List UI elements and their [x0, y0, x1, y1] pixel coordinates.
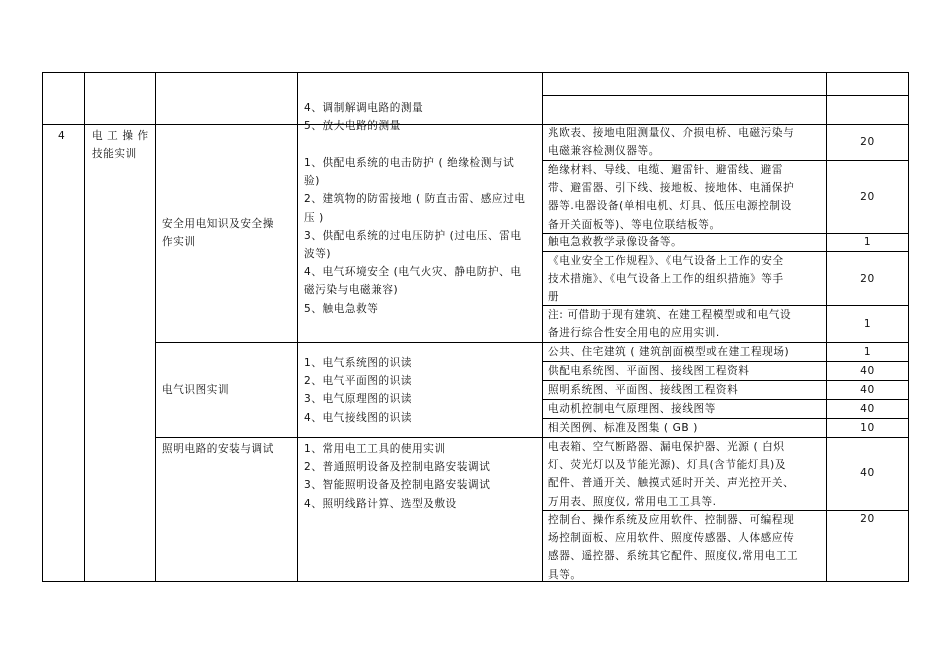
quantity-cell: 40: [860, 467, 875, 479]
grid-line: [155, 72, 156, 582]
training-content: 4、调制解调电路的测量 5、放大电路的测量: [304, 102, 424, 133]
equipment-cell: 电动机控制电气原理图、接线图等: [548, 403, 716, 415]
equipment-cell: 绝缘材料、导线、电缆、避雷针、避雷线、避雷 带、避雷器、引下线、接地板、接地体、电涌保护 器等.电器设备(单相电机、灯具、低压电源控制设 备开关面板等)、等电位联结板等。: [548, 164, 795, 231]
grid-line: [542, 72, 543, 582]
grid-line: [84, 72, 85, 582]
training-content: 1、电气系统图的识读 2、电气平面图的识读 3、电气原理图的识读 4、电气接线图的识读: [304, 357, 413, 424]
equipment-cell: 供配电系统图、平面图、接线图工程资料: [548, 365, 750, 377]
quantity-cell: 20: [860, 191, 875, 203]
row-category: 电 工 操 作 技能实训: [92, 130, 149, 161]
equipment-cell: 公共、住宅建筑 ( 建筑剖面模型或在建工程现场): [548, 346, 790, 358]
training-content: 1、常用电工工具的使用实训 2、普通照明设备及控制电路安装调试 3、智能照明设备及控制电路安装调试 4、照明线路计算、选型及敷设: [304, 443, 491, 510]
grid-line: [42, 72, 43, 582]
quantity-cell: 40: [860, 365, 875, 377]
project-name: 安全用电知识及安全操 作实训: [162, 218, 274, 249]
quantity-cell: 1: [863, 236, 872, 248]
grid-line: [542, 95, 909, 96]
quantity-cell: 20: [860, 273, 875, 285]
equipment-cell: 控制台、操作系统及应用软件、控制器、可编程现 场控制面板、应用软件、照度传感器、人体感应传 感器、遥控器、系统其它配件、照度仪,常用电工工 具等。: [548, 514, 799, 581]
quantity-cell: 1: [863, 346, 872, 358]
project-name: 电气识图实训: [162, 384, 230, 396]
grid-line: [908, 72, 909, 582]
equipment-cell: 《电业安全工作规程》、《电气设备上工作的安全 技术措施》、《电气设备上工作的组织措施》等手 册: [548, 255, 784, 304]
quantity-cell: 40: [860, 403, 875, 415]
project-name: 照明电路的安装与调试: [162, 443, 274, 455]
row-number: 4: [58, 130, 66, 142]
equipment-cell: 触电急救教学录像设备等。: [548, 236, 683, 248]
quantity-cell: 20: [860, 136, 875, 148]
equipment-cell: 照明系统图、平面图、接线图工程资料: [548, 384, 739, 396]
quantity-cell: 40: [860, 384, 875, 396]
training-content: 1、供配电系统的电击防护 ( 绝缘检测与试 验) 2、建筑物的防雷接地 ( 防直击雷、感应过电 压 ) 3、供配电系统的过电压防护 (过电压、雷电 波等) 4、电气环境安全 (电气火灾、静电防护、电 磁污染与电磁兼容) 5、触电急救等: [304, 157, 526, 315]
equipment-cell: 兆欧表、接地电阻测量仪、介损电桥、电磁污染与 电磁兼容检测仪器等。: [548, 127, 795, 158]
equipment-cell: 相关图例、标准及图集 ( GB ): [548, 422, 698, 434]
equipment-cell: 电表箱、空气断路器、漏电保护器、光源 ( 白炽 灯、荧光灯以及节能光源)、灯具(含节能灯具)及 配件、普通开关、触摸式延时开关、声光控开关、 万用表、照度仪, 常用电工工具等.: [548, 441, 795, 508]
grid-line: [42, 72, 909, 73]
quantity-cell: 10: [860, 422, 875, 434]
quantity-cell: 20: [860, 513, 875, 525]
grid-line: [297, 72, 298, 582]
quantity-cell: 1: [863, 318, 872, 330]
equipment-cell: 注: 可借助于现有建筑、在建工程模型或和电气设 备进行综合性安全用电的应用实训.: [548, 309, 792, 340]
